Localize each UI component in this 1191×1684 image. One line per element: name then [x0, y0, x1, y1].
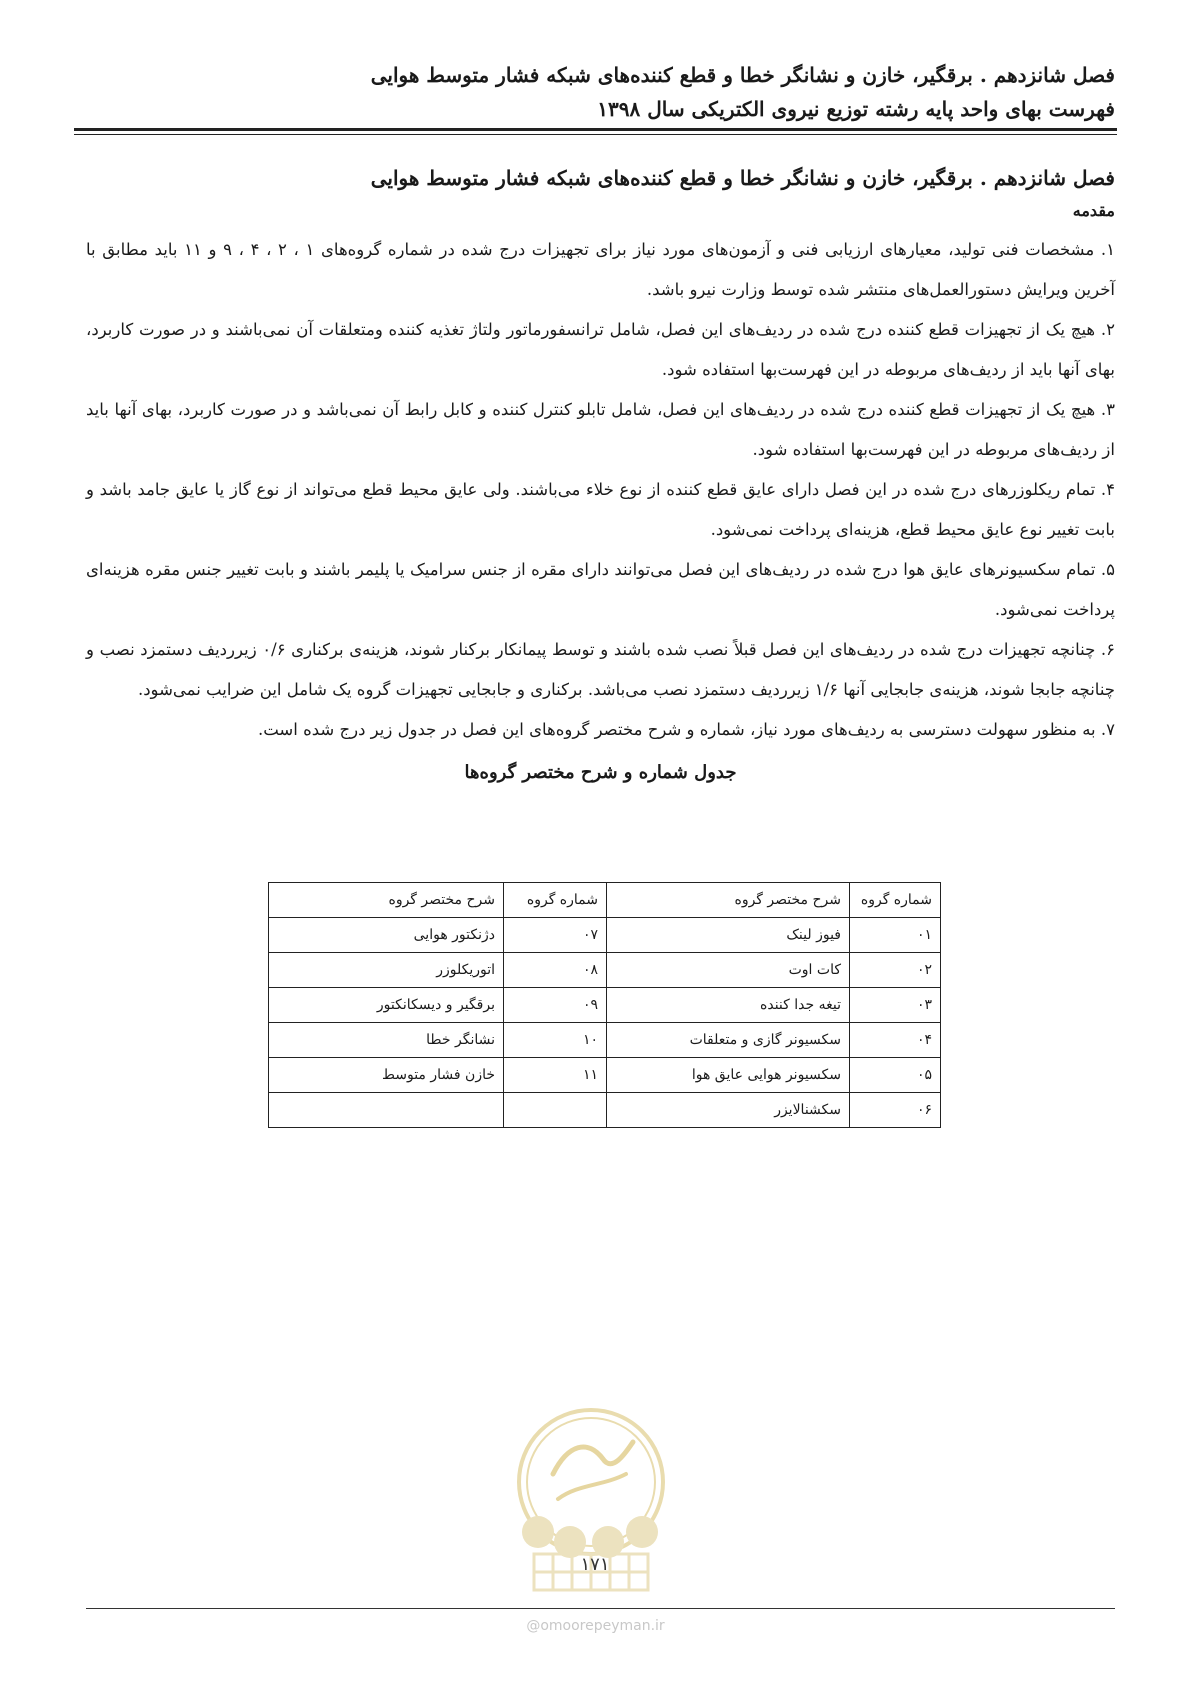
- table-row: [269, 1023, 941, 1058]
- footer-rule: [86, 1608, 1115, 1609]
- group-number-cell: [504, 1093, 607, 1128]
- groups-table-container: [268, 882, 941, 1128]
- group-description-cell: فیوز لینک: [607, 918, 850, 953]
- section-title: فصل شانزدهم . برقگیر، خازن و نشانگر خطا و قطع کننده‌های شبکه فشار متوسط هوایی: [370, 166, 1115, 190]
- group-description-cell: [269, 1093, 504, 1128]
- paragraph-1: ۱. مشخصات فنی تولید، معیارهای ارزیابی فنی و آزمون‌های مورد نیاز برای تجهیزات درج شده در شماره گروه‌های ۱ ، ۲ ، ۴ ، ۹ و ۱۱ باید مطابق با آخرین ویرایش دستورالعمل‌های منتشر شده توسط وزارت نیرو باشد.: [86, 240, 1115, 299]
- table-row: [269, 1093, 941, 1128]
- table-row: [269, 988, 941, 1023]
- group-description-cell: نشانگر خطا: [269, 1023, 504, 1058]
- header-rule-thin: [74, 134, 1117, 135]
- group-number-cell: ۰۷: [504, 918, 607, 953]
- group-number-cell: ۰۹: [504, 988, 607, 1023]
- group-description-cell: اتوریکلوزر: [269, 953, 504, 988]
- header-group-number: شماره گروه: [850, 883, 941, 918]
- group-description-cell: کات اوت: [607, 953, 850, 988]
- paragraph-5: ۵. تمام سکسیونرهای عایق هوا درج شده در ردیف‌های این فصل می‌توانند دارای مقره از جنس سرامیک یا پلیمر باشند و بابت تغییر جنس مقره هزینه‌ای پرداخت نمی‌شود.: [86, 560, 1115, 619]
- paragraph-7: ۷. به منظور سهولت دسترسی به ردیف‌های مورد نیاز، شماره و شرح مختصر گروه‌های این فصل در جدول زیر درج شده است.: [257, 720, 1115, 739]
- intro-heading: مقدمه: [1072, 201, 1115, 220]
- table-header-row: [269, 883, 941, 918]
- main-content: [86, 160, 1115, 790]
- header-group-number: شماره گروه: [504, 883, 607, 918]
- group-description-cell: تیغه جدا کننده: [607, 988, 850, 1023]
- group-number-cell: ۱۰: [504, 1023, 607, 1058]
- group-number-cell: ۰۱: [850, 918, 941, 953]
- header-rule-thick: [74, 128, 1117, 131]
- group-number-cell: ۰۸: [504, 953, 607, 988]
- header-group-description: شرح مختصر گروه: [607, 883, 850, 918]
- header-chapter-title: فصل شانزدهم . برقگیر، خازن و نشانگر خطا و قطع کننده‌های شبکه فشار متوسط هوایی: [370, 63, 1115, 87]
- group-number-cell: ۰۴: [850, 1023, 941, 1058]
- group-description-cell: سکسیونر هوایی عایق هوا: [607, 1058, 850, 1093]
- paragraph-2: ۲. هیچ یک از تجهیزات قطع کننده درج شده در ردیف‌های این فصل، شامل ترانسفورماتور ولتاژ تغذیه کننده ومتعلقات آن نمی‌باشند و در صورت کاربرد، بهای آنها باید از ردیف‌های مربوطه در این فهرست‌بها استفاده شود.: [86, 320, 1115, 379]
- header-price-list-title: فهرست بهای واحد پایه رشته توزیع نیروی الکتریکی سال ۱۳۹۸: [597, 97, 1115, 121]
- page-number: ۱۷۱: [580, 1554, 610, 1575]
- group-number-cell: ۰۳: [850, 988, 941, 1023]
- group-description-cell: دژنکتور هوایی: [269, 918, 504, 953]
- header-group-description: شرح مختصر گروه: [269, 883, 504, 918]
- group-description-cell: سکشنالایزر: [607, 1093, 850, 1128]
- group-number-cell: ۰۲: [850, 953, 941, 988]
- group-description-cell: خازن فشار متوسط: [269, 1058, 504, 1093]
- table-caption: جدول شماره و شرح مختصر گروه‌ها: [464, 762, 737, 783]
- footer-website-link[interactable]: @omoorepeyman.ir: [526, 1618, 665, 1634]
- group-description-cell: برقگیر و دیسکانکتور: [269, 988, 504, 1023]
- groups-table: [268, 882, 941, 1128]
- paragraph-3: ۳. هیچ یک از تجهیزات قطع کننده درج شده در ردیف‌های این فصل، شامل تابلو کنترل کننده و کابل رابط آن نمی‌باشد و در صورت کاربرد، بهای آنها باید از ردیف‌های مربوطه در این فهرست‌بها استفاده شود.: [86, 400, 1115, 459]
- paragraph-4: ۴. تمام ریکلوزرهای درج شده در این فصل دارای عایق قطع کننده از نوع خلاء می‌باشند. ولی عایق محیط قطع می‌تواند از نوع گاز یا عایق جامد باشد و بابت تغییر نوع عایق محیط قطع، هزینه‌ای پرداخت نمی‌شود.: [86, 480, 1115, 539]
- group-description-cell: سکسیونر گازی و متعلقات: [607, 1023, 850, 1058]
- table-row: [269, 918, 941, 953]
- group-number-cell: ۱۱: [504, 1058, 607, 1093]
- group-number-cell: ۰۶: [850, 1093, 941, 1128]
- page-header: [86, 58, 1115, 126]
- table-row: [269, 953, 941, 988]
- table-row: [269, 1058, 941, 1093]
- paragraph-6: ۶. چنانچه تجهیزات درج شده در ردیف‌های این فصل قبلاً نصب شده باشند و توسط پیمانکار برکنار شوند، هزینه‌ی برکناری ۰/۶ زیرردیف دستمزد نصب و چنانچه جابجا شوند، هزینه‌ی جابجایی آنها ۱/۶ زیرردیف دستمزد نصب می‌باشد. برکناری و جابجایی تجهیزات گروه یک شامل این ضرایب نمی‌شود.: [86, 640, 1115, 699]
- group-number-cell: ۰۵: [850, 1058, 941, 1093]
